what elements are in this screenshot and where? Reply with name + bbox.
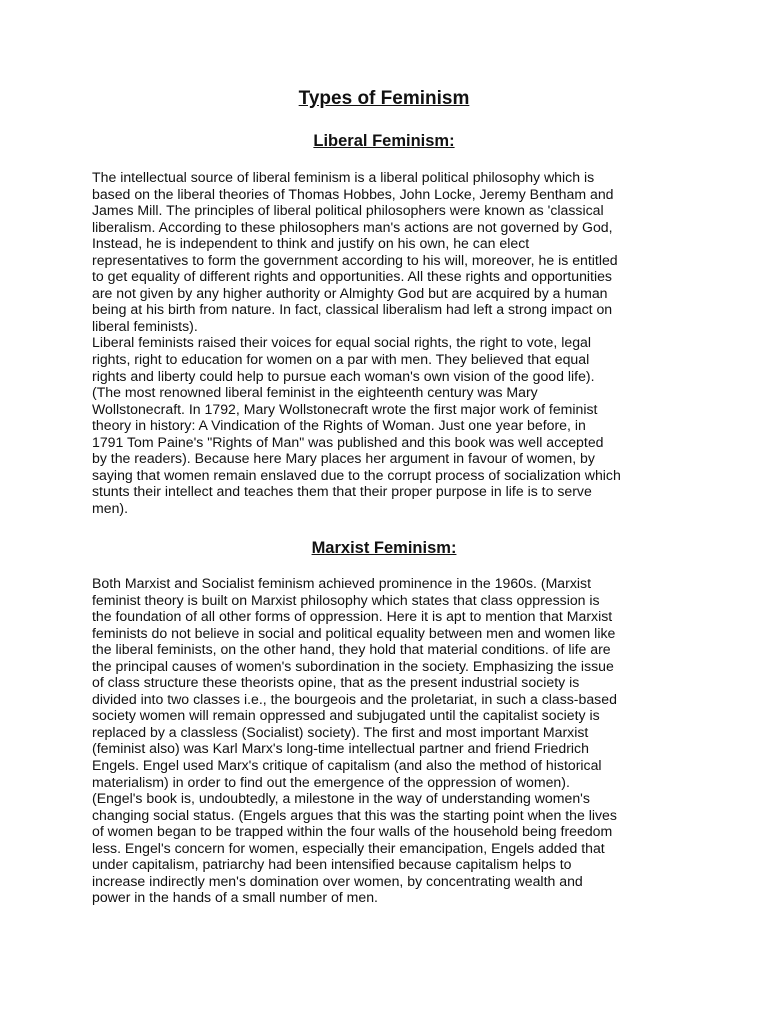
section-heading-liberal-feminism: Liberal Feminism: bbox=[313, 132, 455, 150]
section-body-marxist-feminism: Both Marxist and Socialist feminism achieved prominence in the 1960s. (Marxist feminist theory is built on Marxist philosophy which states that class oppression is the foundation of all other forms of oppression. Here it is apt to mention that Marxist feminists do not believe in social and political equality between men and women like the liberal feminists, on the other hand, they hold that material conditions. of life are the principal causes of women's subordination in the society. Emphasizing the issue of class structure these theorists opine, that as the present industrial society is divided into two classes i.e., the bourgeois and the proletariat, in such a class-based society women will remain oppressed and subjugated until the capitalist society is replaced by a classless (Socialist) society). The first and most important Marxist (feminist also) was Karl Marx's long-time intellectual partner and friend Friedrich Engels. Engel used Marx's critique of capitalism (and also the method of historical materialism) in order to find out the emergence of the oppression of women). (Engel's book is, undoubtedly, a milestone in the way of understanding women's changing social status. (Engels argues that this was the starting point when the lives of women began to be trapped within the four walls of the household being freedom less. Engel's concern for women, especially their emancipation, Engels added that under capitalism, patriarchy had been intensified because capitalism helps to increase indirectly men's domination over women, by concentrating wealth and power in the hands of a small number of men. bbox=[92, 575, 617, 906]
section-heading-marxist-feminism: Marxist Feminism: bbox=[311, 539, 457, 557]
document-title: Types of Feminism bbox=[298, 88, 470, 109]
section-body-liberal-feminism: The intellectual source of liberal feminism is a liberal political philosophy which is based on the liberal theories of Thomas Hobbes, John Locke, Jeremy Bentham and James Mill. The principles of liberal political philosophers were known as 'classical liberalism. According to these philosophers man's actions are not governed by God, Instead, he is independent to think and justify on his own, he can elect representatives to form the government according to his will, moreover, he is entitled to get equality of different rights and opportunities. All these rights and opportunities are not given by any higher authority or Almighty God but are acquired by a human being at his birth from nature. In fact, classical liberalism had left a strong impact on liberal feminists). Liberal feminists raised their voices for equal social rights, the right to vote, legal rights, right to education for women on a par with men. They believed that equal rights and liberty could help to pursue each woman's own vision of the good life). (The most renowned liberal feminist in the eighteenth century was Mary Wollstonecraft. In 1792, Mary Wollstonecraft wrote the first major work of feminist theory in history: A Vindication of the Rights of Woman. Just one year before, in 1791 Tom Paine's "Rights of Man" was published and this book was well accepted by the readers). Because here Mary places her argument in favour of women, by saying that women remain enslaved due to the corrupt process of socialization which stunts their intellect and teaches them that their proper purpose in life is to serve men). bbox=[92, 169, 621, 516]
